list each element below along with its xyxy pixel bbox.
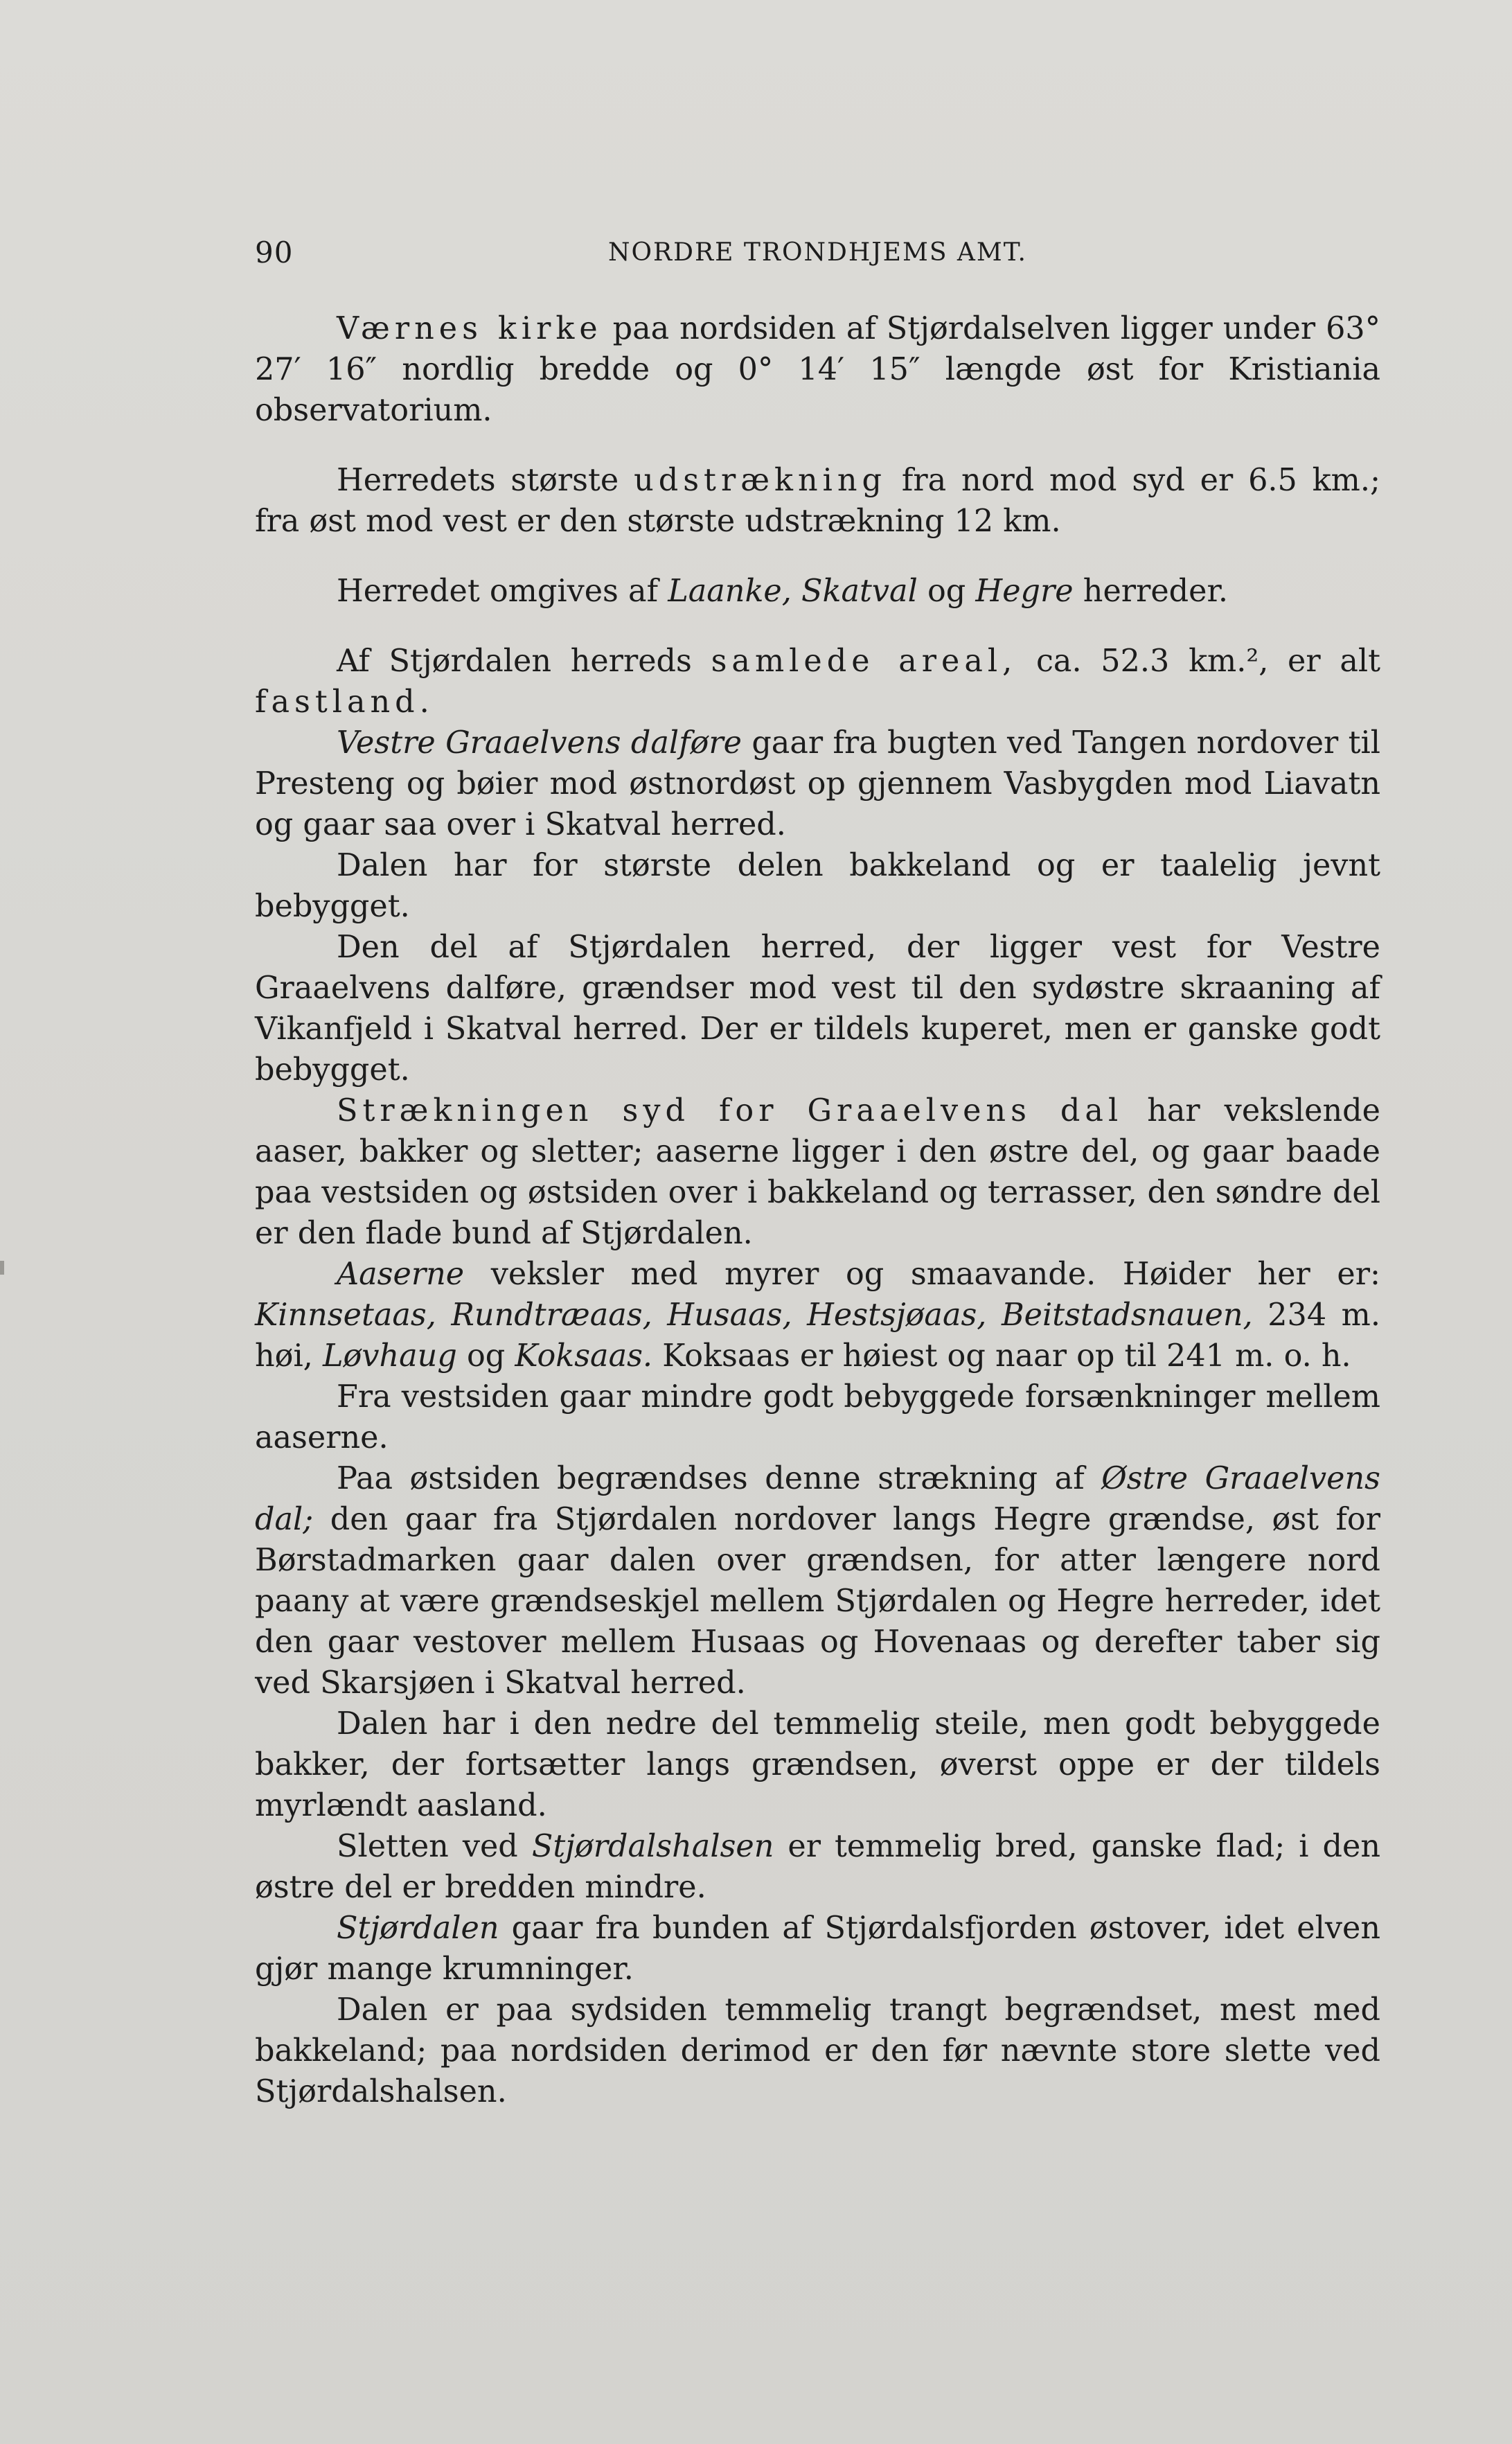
text-run: ca. 52.3 km.², er alt — [1017, 644, 1380, 679]
paragraph-sydsiden — [255, 1990, 1380, 2112]
italic-name: Vestre Graaelvens dalføre — [337, 725, 742, 761]
page-number: 90 — [255, 236, 294, 269]
paragraph-areal — [255, 641, 1380, 723]
text-run: Fra vestsiden gaar mindre godt bebyggede forsænkninger mellem aaserne. — [255, 1379, 1380, 1455]
text-run: Den del af Stjørdalen herred, der ligger vest for Vestre Graaelvens dalføre, grændser mod vest til den sydøstre skraaning af Vikanfjeld i Skatval herred. Der er tildels kuperet, men er ganske godt bebygget. — [255, 930, 1380, 1088]
paragraph-vaernes-kirke — [255, 308, 1380, 431]
page-header — [255, 236, 1380, 277]
paragraph-sletten — [255, 1826, 1380, 1908]
text-run: er temmelig bred, ganske flad; i den østre del er bredden mindre. — [255, 1829, 1380, 1905]
paragraph-ostre-graaelven — [255, 1458, 1380, 1703]
italic-name: Hegre — [975, 574, 1074, 609]
text-run: har vekslende aaser, bakker og sletter; aaserne ligger i den østre del, og gaar baade paa vestsiden og østsiden over i bakkeland og terrasser, den søndre del er den flade bund af Stjørdalen. — [255, 1093, 1380, 1251]
spaced-term: fastland. — [255, 684, 434, 720]
paragraph-aaserne — [255, 1254, 1380, 1376]
spaced-term: udstrækning — [634, 463, 887, 498]
italic-name: Stjørdalen — [337, 1911, 499, 1946]
paragraph-vestre-graaelven — [255, 723, 1380, 845]
body-text — [255, 308, 1380, 2112]
text-run: Dalen har for største delen bakkeland og er taalelig jevnt bebygget. — [255, 848, 1380, 924]
running-head: NORDRE TRONDHJEMS AMT. — [608, 238, 1027, 267]
text-run: fra nord mod syd er 6.5 km.; fra øst mod vest er den største udstrækning 12 km. — [255, 463, 1380, 539]
paragraph-dalen-nedre — [255, 1703, 1380, 1826]
paragraph-forsaenkninger — [255, 1376, 1380, 1458]
text-run: 234 m. høi, — [255, 1298, 1380, 1374]
text-run: Dalen har i den nedre del temmelig steile, men godt bebyggede bakker, der fortsætter langs grændsen, øverst oppe er der tildels myrlændt aasland. — [255, 1706, 1380, 1823]
text-run: Herredets største — [337, 463, 634, 498]
text-run: gaar fra bugten ved Tangen nordover til Presteng og bøier mod østnordøst op gjennem Vasbygden mod Liavatn og gaar saa over i Skatval herred. — [255, 725, 1380, 842]
paragraph-vikanfjeld — [255, 927, 1380, 1090]
text-run: paa nordsiden af Stjørdalselven ligger under 63° 27′ 16″ nordlig bredde og 0° 14′ 15″ længde øst for Kristiania observatorium. — [255, 311, 1380, 428]
text-run: den gaar fra Stjørdalen nordover langs Hegre grændse, øst for Børstadmarken gaar dalen over grændsen, for atter længere nord paany at være grændseskjel mellem Stjørdalen og Hegre herreder, idet den gaar vestover mellem Husaas og Hovenaas og derefter taber sig ved Skarsjøen i Skatval herred. — [255, 1502, 1380, 1701]
text-run: herreder. — [1073, 574, 1229, 609]
text-run: og — [456, 1338, 515, 1374]
text-run: gaar fra bunden af Stjørdalsfjorden østover, idet elven gjør mange krumninger. — [255, 1911, 1380, 1987]
spaced-term: Værnes kirke — [337, 311, 603, 346]
italic-name: Koksaas. — [515, 1338, 653, 1374]
italic-name: Laanke, Skatval — [668, 574, 918, 609]
spaced-term: samlede areal, — [711, 644, 1017, 679]
text-run: Dalen er paa sydsiden temmelig trangt begrændset, mest med bakkeland; paa nordsiden derimod er den før nævnte store slette ved Stjørdalshalsen. — [255, 1992, 1380, 2109]
text-run: veksler med myrer og smaavande. Høider her er: — [464, 1257, 1380, 1292]
italic-name: Østre Graaelvens dal; — [255, 1461, 1381, 1537]
paragraph-stjordalen — [255, 1908, 1380, 1990]
text-run: Af Stjørdalen herreds — [337, 644, 711, 679]
paragraph-straekningen — [255, 1090, 1380, 1254]
text-run: Sletten ved — [337, 1829, 532, 1864]
italic-name: Løvhaug — [322, 1338, 457, 1374]
paragraph-bakkeland — [255, 845, 1380, 927]
text-run: og — [917, 574, 976, 609]
italic-name: Aaserne — [337, 1257, 465, 1292]
text-run: Paa østsiden begrændses denne strækning af — [337, 1461, 1102, 1496]
scan-edge-mark — [0, 1261, 4, 1275]
italic-name: Stjørdalshalsen — [531, 1829, 774, 1864]
text-run: Herredet omgives af — [337, 574, 668, 609]
paragraph-udstraekning — [255, 460, 1380, 542]
spaced-term: Strækningen syd for Graaelvens dal — [337, 1093, 1123, 1128]
italic-name: Kinnsetaas, Rundtræaas, Husaas, Hestsjøaas, Beitstadsnauen, — [255, 1298, 1253, 1333]
text-run: Koksaas er høiest og naar op til 241 m. o. h. — [652, 1338, 1351, 1374]
paragraph-omgives — [255, 571, 1380, 612]
